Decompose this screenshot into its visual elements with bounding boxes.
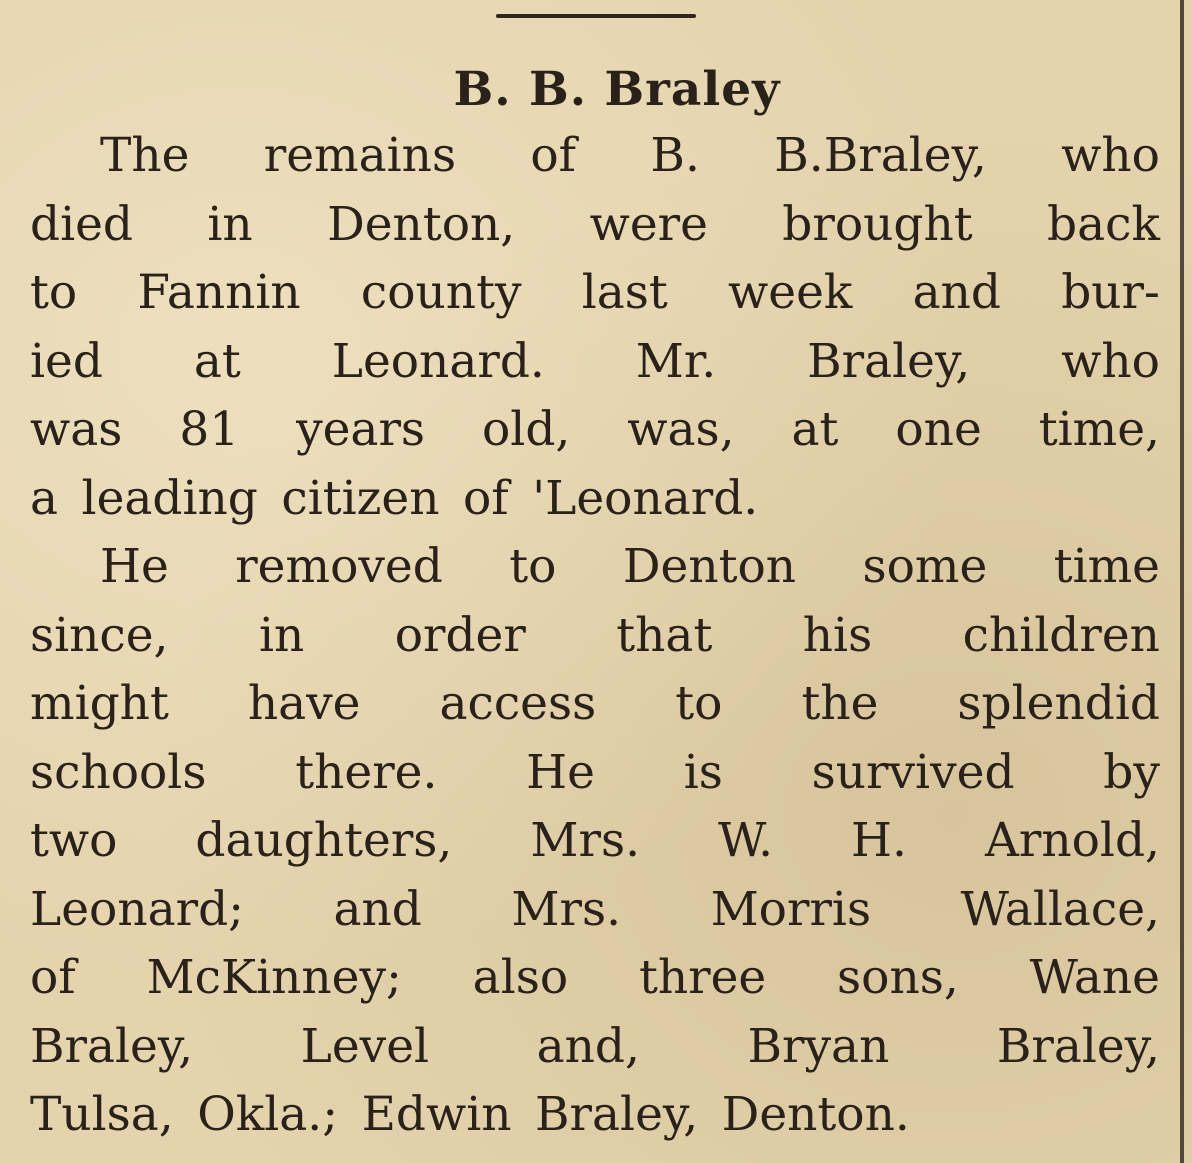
text-line xyxy=(30,1081,1160,1150)
word: to xyxy=(675,676,723,731)
text-line xyxy=(30,1013,1160,1082)
word: were xyxy=(589,196,708,252)
article-paragraph xyxy=(30,533,1160,1150)
word: since, xyxy=(30,607,169,663)
word: who xyxy=(1061,333,1160,389)
word: and, xyxy=(536,1018,640,1074)
word: sons, xyxy=(837,950,959,1005)
text-line xyxy=(30,191,1160,260)
word: who xyxy=(1061,128,1160,183)
word: Mr. xyxy=(635,333,717,389)
word: He xyxy=(526,744,595,800)
word: Arnold, xyxy=(984,813,1160,868)
word: Leonard. xyxy=(331,333,545,389)
word: daughters, xyxy=(195,813,453,868)
word: was, xyxy=(627,402,735,457)
word: Denton, xyxy=(327,196,516,252)
word: of xyxy=(463,470,509,526)
word: Bryan xyxy=(747,1018,890,1074)
word: Braley, xyxy=(535,1087,699,1142)
word: three xyxy=(638,950,767,1005)
word: access xyxy=(439,676,597,731)
word: Level xyxy=(300,1018,430,1074)
word: brought xyxy=(782,196,973,252)
word: survived xyxy=(811,744,1015,800)
word: old, xyxy=(481,402,571,457)
word: years xyxy=(296,402,426,457)
word: Edwin xyxy=(361,1087,512,1142)
word: one xyxy=(895,402,982,457)
word: that xyxy=(616,607,713,663)
article-paragraph xyxy=(30,122,1160,533)
word: Braley, xyxy=(30,1018,194,1074)
word: by xyxy=(1103,744,1160,800)
newspaper-clipping xyxy=(30,58,1160,1150)
word: there. xyxy=(295,744,438,800)
word: 81 xyxy=(179,402,240,457)
word: Morris xyxy=(710,881,872,937)
word: in xyxy=(258,607,305,663)
word: in xyxy=(207,196,253,252)
text-line xyxy=(30,944,1160,1013)
word: of xyxy=(530,128,577,183)
word: two xyxy=(30,813,118,868)
word: bur- xyxy=(1061,265,1160,320)
word: Mrs. xyxy=(511,881,622,937)
word: splendid xyxy=(957,676,1160,731)
word: at xyxy=(193,333,241,389)
word: schools xyxy=(30,744,207,800)
word: of xyxy=(30,950,76,1005)
column-divider-rule xyxy=(1180,0,1184,1163)
word: the xyxy=(801,676,879,731)
word: Leonard; xyxy=(30,881,245,937)
text-line xyxy=(30,807,1160,876)
word: and xyxy=(333,881,422,937)
article-body xyxy=(30,122,1160,1150)
word: H. xyxy=(851,813,907,868)
word: remains xyxy=(263,128,457,183)
word: also xyxy=(472,950,569,1005)
word: some xyxy=(862,539,988,594)
word: is xyxy=(683,744,723,800)
article-headline: B. B. Braley xyxy=(453,62,781,117)
word: leading xyxy=(81,470,258,526)
word: his xyxy=(802,607,873,663)
word: Okla.; xyxy=(197,1087,339,1142)
word: to xyxy=(509,539,557,594)
word: at xyxy=(791,402,839,457)
text-line xyxy=(30,465,1160,534)
word: time xyxy=(1053,539,1160,594)
word: removed xyxy=(235,539,443,594)
text-line xyxy=(30,328,1160,397)
word: B. xyxy=(650,128,700,183)
word: Braley, xyxy=(996,1018,1160,1074)
word: B.Braley, xyxy=(774,128,987,183)
top-divider-rule xyxy=(496,14,696,18)
word: He xyxy=(100,539,169,594)
word: order xyxy=(394,607,526,663)
word: last xyxy=(581,265,668,320)
word: Mrs. xyxy=(530,813,641,868)
text-line xyxy=(30,876,1160,945)
text-line xyxy=(30,533,1160,602)
word: have xyxy=(247,676,361,731)
word: children xyxy=(962,607,1160,663)
text-line xyxy=(30,122,1160,191)
text-line xyxy=(30,396,1160,465)
word: Wallace, xyxy=(960,881,1160,937)
word: week xyxy=(728,265,853,320)
word: Braley, xyxy=(807,333,971,389)
text-line xyxy=(30,670,1160,739)
word: W. xyxy=(718,813,774,868)
text-line xyxy=(30,739,1160,808)
word: citizen xyxy=(281,470,440,526)
word: Denton xyxy=(622,539,797,594)
word: The xyxy=(100,128,190,183)
text-line xyxy=(30,259,1160,328)
word: time, xyxy=(1038,402,1160,457)
word: might xyxy=(30,676,169,731)
word: and xyxy=(912,265,1001,320)
word: was xyxy=(30,402,123,457)
word: ied xyxy=(30,333,103,389)
word: Tulsa, xyxy=(30,1087,174,1142)
word: Wane xyxy=(1029,950,1160,1005)
word: county xyxy=(360,265,522,320)
word: 'Leonard. xyxy=(532,470,759,526)
word: McKinney; xyxy=(146,950,402,1005)
word: back xyxy=(1047,196,1160,252)
word: to xyxy=(30,265,78,320)
word: a xyxy=(30,470,59,526)
word: died xyxy=(30,196,134,252)
word: Fannin xyxy=(137,265,301,320)
text-line xyxy=(30,602,1160,671)
word: Denton. xyxy=(721,1087,910,1142)
